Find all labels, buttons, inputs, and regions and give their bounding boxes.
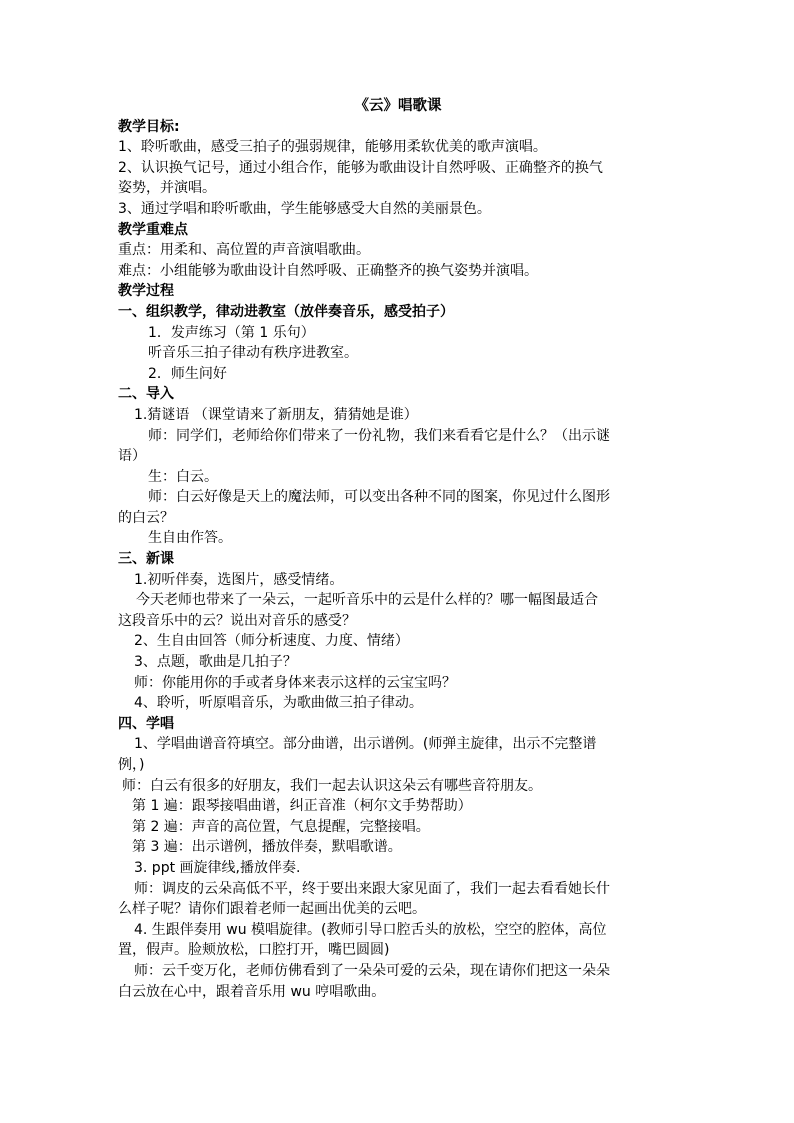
section-3-heading: 三、新课 — [118, 551, 174, 568]
section-4-heading: 四、学唱 — [118, 715, 174, 732]
section-4-item-1-line-2: 例，) — [118, 757, 145, 773]
section-1-item-1: 1．发声练习（第 1 乐句） — [148, 324, 315, 341]
section-1-heading: 一、组织教学，律动进教室（放伴奏音乐，感受拍子） — [118, 303, 454, 320]
section-2-teacher-2-line-2: 的白云？ — [118, 509, 174, 526]
section-2-teacher-2-line-1: 师：白云好像是天上的魔法师，可以变出各种不同的图案，你见过什么图形 — [148, 489, 610, 506]
section-3-item-1: 1.初听伴奏，选图片，感受情绪。 — [134, 571, 344, 588]
document-page — [118, 96, 678, 1002]
section-2-student-1: 生：白云。 — [148, 468, 218, 485]
section-2-teacher-1-line-1: 师：同学们，老师给你们带来了一份礼物，我们来看看它是什么？（出示谜 — [148, 427, 610, 444]
section-2-item-1: 1.猜谜语 （课堂请来了新朋友，猜猜她是谁） — [134, 406, 418, 423]
section-3-item-3: 3、点题，歌曲是几拍子？ — [134, 654, 297, 671]
section-3-item-2: 2、生自由回答（师分析速度、力度、情绪） — [134, 633, 409, 650]
section-4-item-1-line-1: 1、学唱曲谱音符填空。部分曲谱，出示谱例。(师弹主旋律，出示不完整谱 — [134, 736, 597, 753]
section-4-teacher-1: 师：白云有很多的好朋友，我们一起去认识这朵云有哪些音符朋友。 — [122, 777, 542, 794]
goals-heading: 教学目标: — [118, 118, 180, 135]
section-4-pass-1: 第 1 遍：跟琴接唱曲谱，纠正音准（柯尔文手势帮助） — [132, 798, 472, 815]
section-1-item-2: 2．师生问好 — [148, 365, 227, 382]
section-4-item-4-line-2: 置，假声。脸颊放松，口腔打开，嘴巴圆圆) — [118, 942, 390, 959]
section-4-item-3: 3. ppt 画旋律线,播放伴奏. — [134, 859, 301, 876]
section-4-teacher-2-line-1: 师：调皮的云朵高低不平，终于要出来跟大家见面了，我们一起去看看她长什 — [134, 880, 610, 897]
goal-2-line-1: 2、认识换气记号，通过小组合作，能够为歌曲设计自然呼吸、正确整齐的换气 — [118, 159, 603, 176]
hard-point: 难点：小组能够为歌曲设计自然呼吸、正确整齐的换气姿势并演唱。 — [118, 262, 538, 279]
section-3-para-1-line-1: 今天老师也带来了一朵云，一起听音乐中的云是什么样的？哪一幅图最适合 — [136, 592, 598, 609]
section-3-item-4: 4、聆听，听原唱音乐，为歌曲做三拍子律动。 — [134, 695, 423, 712]
section-1-item-1-desc: 听音乐三拍子律动有秩序进教室。 — [148, 345, 358, 362]
process-heading: 教学过程 — [118, 283, 174, 300]
section-4-pass-2: 第 2 遍：声音的高位置，气息提醒，完整接唱。 — [132, 818, 430, 835]
section-3-teacher: 师：你能用你的手或者身体来表示这样的云宝宝吗？ — [134, 674, 456, 691]
section-2-teacher-1-line-2: 语） — [118, 448, 146, 465]
section-4-teacher-3-line-2: 白云放在心中，跟着音乐用 wu 哼唱歌曲。 — [118, 983, 386, 1000]
section-4-pass-3: 第 3 遍：出示谱例，播放伴奏，默唱歌谱。 — [132, 839, 402, 856]
goal-2-line-2: 姿势，并演唱。 — [118, 180, 216, 197]
key-points-heading: 教学重难点 — [118, 221, 188, 238]
section-2-heading: 二、导入 — [118, 386, 174, 403]
section-4-teacher-3-line-1: 师：云千变万化，老师仿佛看到了一朵朵可爱的云朵，现在请你们把这一朵朵 — [134, 962, 610, 979]
section-3-para-1-line-2: 这段音乐中的云？说出对音乐的感受？ — [118, 612, 356, 629]
section-2-student-2: 生自由作答。 — [148, 530, 232, 547]
goal-3: 3、通过学唱和聆听歌曲，学生能够感受大自然的美丽景色。 — [118, 200, 491, 217]
goal-1: 1、聆听歌曲，感受三拍子的强弱规律，能够用柔软优美的歌声演唱。 — [118, 139, 547, 156]
doc-title: 《云》唱歌课 — [354, 98, 442, 114]
section-4-item-4-line-1: 4. 生跟伴奏用 wu 模唱旋律。(教师引导口腔舌头的放松，空空的腔体，高位 — [134, 921, 607, 938]
key-point: 重点：用柔和、高位置的声音演唱歌曲。 — [118, 242, 370, 259]
section-4-teacher-2-line-2: 么样子呢？请你们跟着老师一起画出优美的云吧。 — [118, 901, 426, 918]
